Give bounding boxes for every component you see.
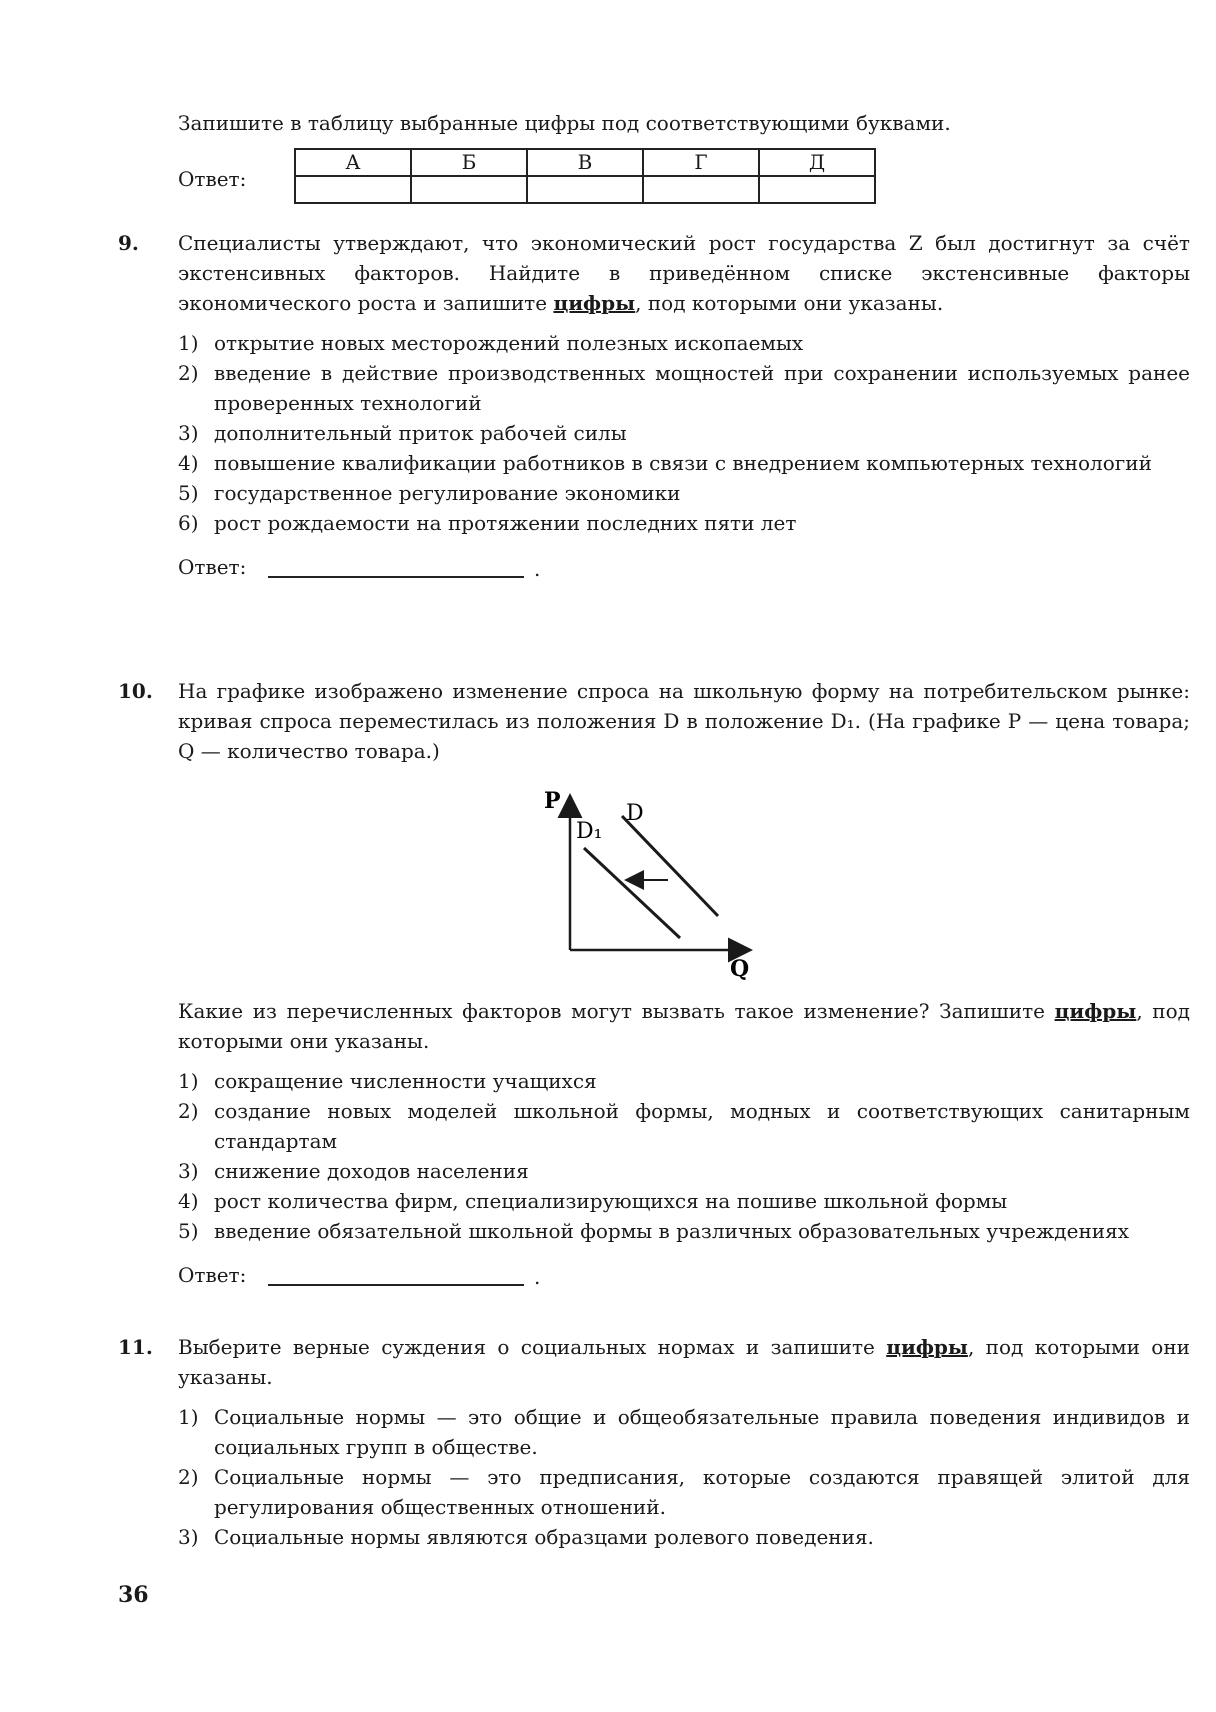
answer-blank[interactable] xyxy=(268,576,524,578)
list-item: 6) рост рождаемости на протяжении последних пяти лет xyxy=(178,511,797,535)
answer-cell-d[interactable] xyxy=(759,176,875,203)
demand-curve-d xyxy=(622,816,718,916)
answer-label: Ответ: xyxy=(178,167,247,191)
list-item: 1) открытие новых месторождений полезных ископаемых xyxy=(178,331,804,355)
answer-cell-a[interactable] xyxy=(295,176,411,203)
answer-col-b: Б xyxy=(411,149,527,176)
task-11 xyxy=(118,1332,1190,1552)
curve-d1-label: D₁ xyxy=(576,819,603,844)
task-10 xyxy=(118,676,1190,766)
page-number: 36 xyxy=(118,1582,149,1608)
list-item: 5) государственное регулирование экономики xyxy=(178,481,681,505)
y-axis-label: P xyxy=(544,788,561,814)
list-item: 3) дополнительный приток рабочей силы xyxy=(178,421,627,445)
answer-col-v: В xyxy=(527,149,643,176)
answer-line: Ответ: . xyxy=(178,1263,541,1289)
list-item: 3) Социальные нормы являются образцами ролевого поведения. xyxy=(178,1525,874,1549)
answer-line: Ответ: . xyxy=(178,555,541,581)
emphasis-digits: цифры xyxy=(886,1335,968,1359)
task-number: 9. xyxy=(118,231,139,255)
emphasis-digits: цифры xyxy=(1054,999,1137,1023)
task-stem: Выберите верные суждения о социальных нормах и запишите цифры, под которыми они указаны. xyxy=(178,1335,1190,1389)
list-item: 4) рост количества фирм, специализирующихся на пошиве школьной формы xyxy=(178,1189,1008,1213)
list-item: 5) введение обязательной школьной формы в различных образовательных учреждениях xyxy=(178,1219,1130,1243)
task-stem: Специалисты утверждают, что экономический рост государства Z был достигнут за счёт экстенсивных факторов. Найдите в приведённом списке экстенсивные факторы экономического роста и запишите цифры, под которыми они указаны. xyxy=(178,231,1190,315)
option-list xyxy=(178,1402,1190,1552)
answer-cell-g[interactable] xyxy=(643,176,759,203)
task-question: Какие из перечисленных факторов могут вызвать такое изменение? Запишите цифры, под которыми они указаны. xyxy=(178,999,1190,1053)
answer-label: Ответ: xyxy=(178,555,247,579)
answer-table xyxy=(294,148,876,204)
answer-col-d: Д xyxy=(759,149,875,176)
answer-col-g: Г xyxy=(643,149,759,176)
list-item: 1) сокращение численности учащихся xyxy=(178,1069,597,1093)
answer-col-a: А xyxy=(295,149,411,176)
task-stem: На графике изображено изменение спроса на школьную форму на потребительском рынке: кривая спроса переместилась из положения D в положение D₁. (На графике P — цена товара; Q — количество товара.) xyxy=(178,679,1190,763)
x-axis-label: Q xyxy=(730,956,750,980)
list-item: 2) введение в действие производственных мощностей при сохранении используемых ранее проверенных технологий xyxy=(178,361,1190,415)
list-item: 2) создание новых моделей школьной формы, модных и соответствующих санитарным стандартам xyxy=(178,1099,1190,1153)
option-list xyxy=(178,328,1190,538)
answer-table-header-row xyxy=(295,149,875,176)
task-number: 10. xyxy=(118,679,153,703)
answer-table-input-row xyxy=(295,176,875,203)
list-item: 4) повышение квалификации работников в связи с внедрением компьютерных технологий xyxy=(178,451,1152,475)
table-instruction: Запишите в таблицу выбранные цифры под соответствующими буквами. xyxy=(178,111,951,135)
list-item: 3) снижение доходов населения xyxy=(178,1159,529,1183)
list-item: 2) Социальные нормы — это предписания, которые создаются правящей элитой для регулирования общественных отношений. xyxy=(178,1465,1190,1519)
task-10-question xyxy=(118,996,1190,1290)
answer-cell-v[interactable] xyxy=(527,176,643,203)
curve-d-label: D xyxy=(626,801,644,826)
demand-shift-graph xyxy=(530,780,770,980)
answer-cell-b[interactable] xyxy=(411,176,527,203)
emphasis-digits: цифры xyxy=(553,291,636,315)
answer-blank[interactable] xyxy=(268,1284,524,1286)
list-item: 1) Социальные нормы — это общие и общеобязательные правила поведения индивидов и социальных групп в обществе. xyxy=(178,1405,1190,1459)
task-number: 11. xyxy=(118,1335,153,1359)
answer-label: Ответ: xyxy=(178,1263,247,1287)
option-list xyxy=(178,1066,1190,1246)
task-9 xyxy=(118,228,1190,582)
